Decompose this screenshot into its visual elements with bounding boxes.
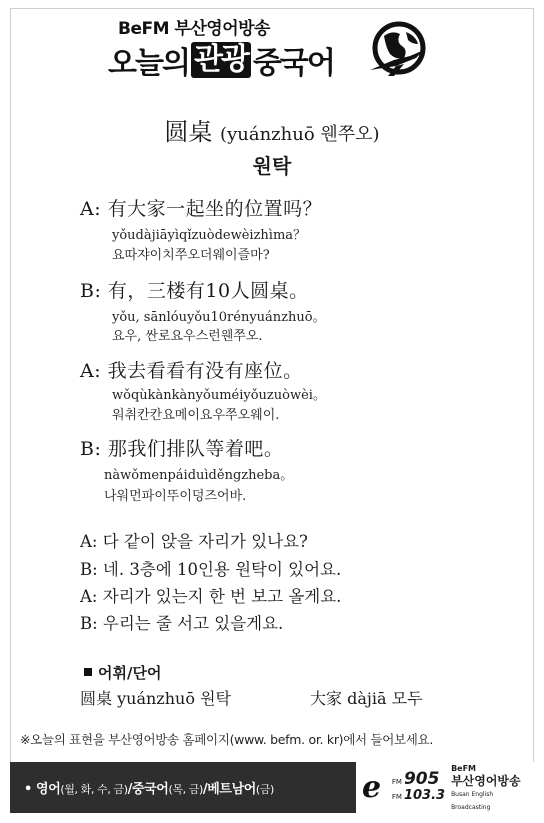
dialogue-pinyin: yǒudàjiāyìqǐzuòdewèizhìma？ [112,228,307,243]
vocab-chinese: 圆桌 [80,689,113,708]
station-logo [356,762,534,813]
translation-line: B: 우리는 줄 서고 있을게요. [80,614,284,633]
translation-line: B: 네. 3층에 10인용 원탁이 있어요. [80,560,342,579]
dialogue-pinyin: wǒqùkànkànyǒuméiyǒuzuòwèi。 [112,388,326,403]
dialogue-pronunciation: 워취칸칸요메이요우쭈오웨이. [112,408,280,423]
dialogue-pinyin: yǒu, sānlóuyǒu10rényuánzhuō。 [112,310,326,325]
speaker-label: B: [80,438,102,460]
dialogue-line [80,276,309,303]
fm-label: FM [391,792,402,801]
show-title-post: 중국어 [252,46,334,81]
dialogue-pinyin: nàwǒmenpáiduìděngzheba。 [104,468,294,483]
globe-plane-icon [366,20,432,80]
speaker-label: A: [80,360,102,382]
vocab-korean: 원탁 [200,689,231,708]
brand-label: BeFM 부산영어방송 [118,19,270,39]
vocab-item [80,686,231,709]
vocab-chinese: 大家 [310,689,343,708]
fm-label: FM [391,777,402,786]
schedule-part: (금) [255,783,274,796]
show-title-highlight: 관광 [191,42,251,78]
dialogue-chinese: 那我们排队等着吧。 [107,438,284,460]
schedule-part: • 영어 [24,782,61,797]
footer-bar [10,762,534,813]
website-note: ※오늘의 표현을 부산영어방송 홈페이지(www. befm. or. kr)에서 들어보세요. [20,732,434,747]
broadcast-schedule [10,778,356,797]
frequency-2 [392,789,445,804]
dialogue-pronunciation: 요우, 싼로요우스런웬쭈오. [112,329,263,344]
dialogue-chinese: 我去看看有没有座位。 [107,360,303,382]
dialogue-line [80,434,283,461]
dialogue-line [80,194,322,221]
vocab-korean: 모두 [391,689,423,708]
vocab-item [310,686,423,709]
translation-line: A: 다 같이 앉을 자리가 있나요? [80,532,308,551]
show-title [108,40,334,80]
vocab-pinyin: dàjiā [347,689,387,708]
dialogue-chinese: 有大家一起坐的位置吗？ [107,198,323,220]
frequency-1 [391,768,445,789]
dialogue-pronunciation: 나워먼파이뚜이덩즈어바. [104,489,247,504]
expression-pinyin: (yuánzhuō 웬쭈오) [220,124,380,145]
show-title-pre: 오늘의 [108,46,189,81]
e-logo-icon: e [362,770,382,805]
vocab-heading [84,662,161,683]
frequency-value: 905 [403,768,440,789]
expression-chinese: 圆桌 [164,118,213,146]
schedule-part: /중국어 [127,782,169,797]
translation-line: A: 자리가 있는지 한 번 보고 올게요. [80,587,342,606]
speaker-label: A: [80,198,102,220]
station-short-name: BeFM [451,763,477,773]
expression-korean: 원탁 [252,154,292,178]
dialogue-chinese: 有，三楼有10人圆桌。 [107,280,309,302]
dialogue-line [80,356,303,383]
frequency-value: 103.3 [403,787,446,803]
expression-title [0,112,544,147]
station-name-block [451,762,534,814]
frequency-block [391,768,446,804]
speaker-label: B: [80,280,102,302]
dialogue-pronunciation: 요따쟈이치쭈오더웨이즐마? [112,248,270,263]
square-bullet-icon [84,668,92,676]
schedule-part: (목, 금) [168,783,203,796]
schedule-part: (월, 화, 수, 금) [60,783,128,796]
vocab-pinyin: yuánzhuō [117,689,195,708]
schedule-part: /베트남어 [202,782,256,797]
vocab-heading-text: 어휘/단어 [98,664,162,682]
station-english-name: Busan English Broadcasting [451,790,494,811]
station-name: 부산영어방송 [451,773,521,788]
